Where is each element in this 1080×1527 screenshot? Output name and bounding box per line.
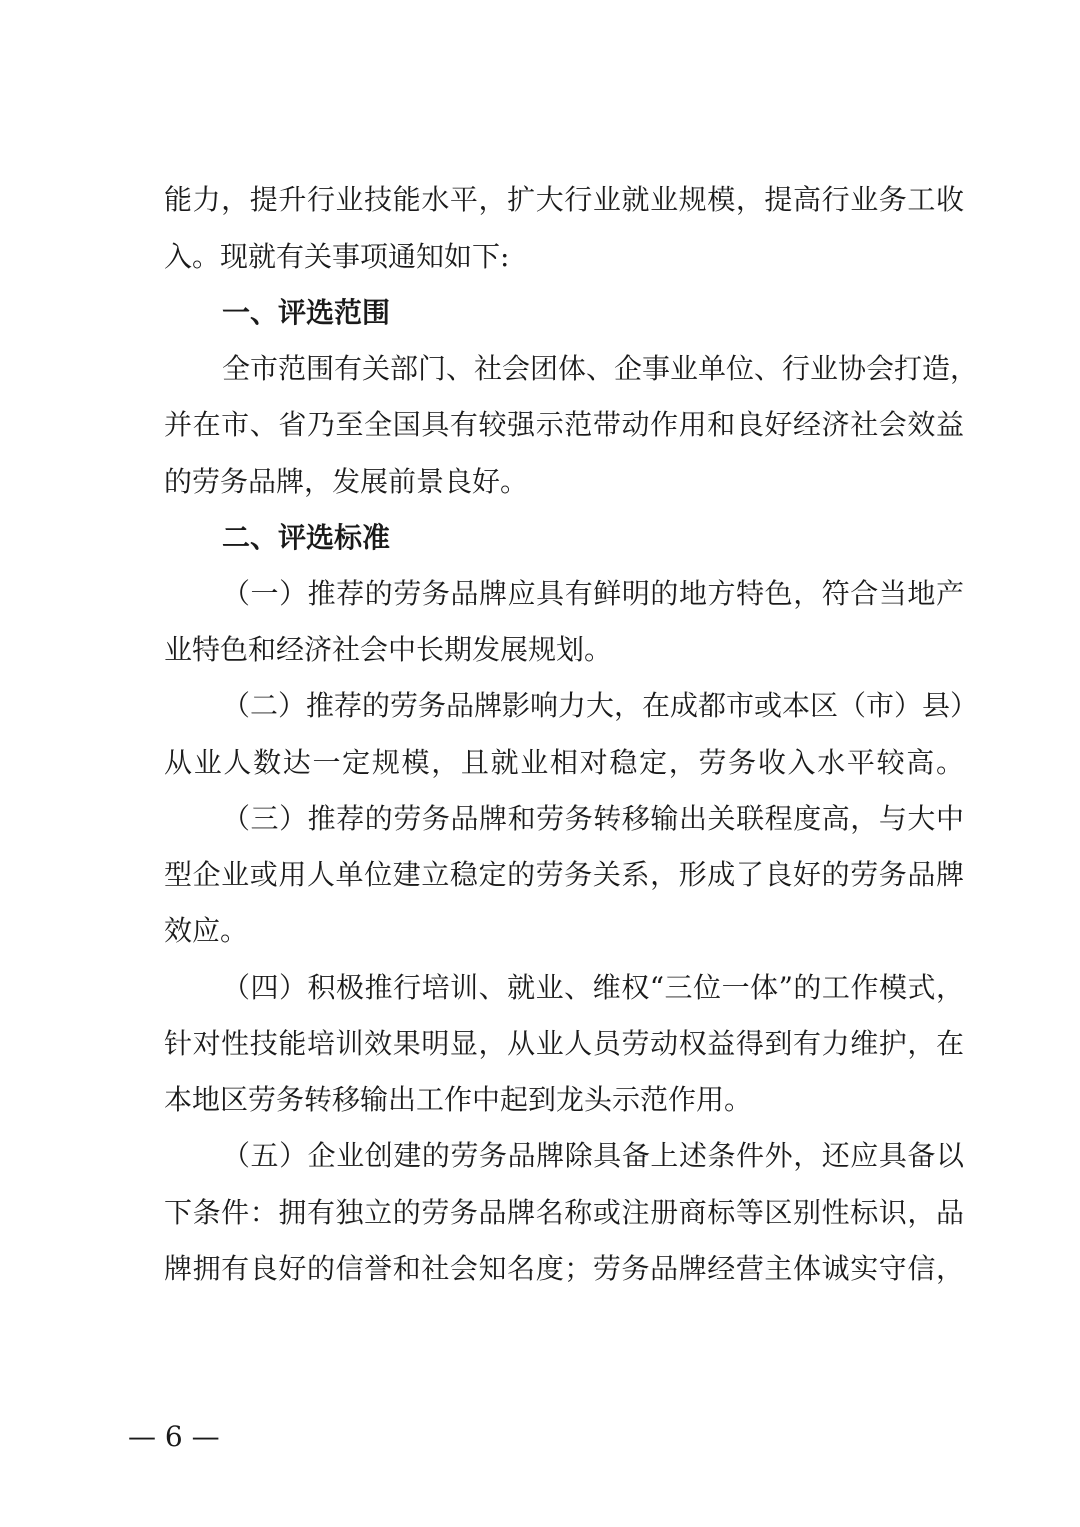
criteria-item-4-line: 针对性技能培训效果明显，从业人员劳动权益得到有力维护，在	[164, 1027, 964, 1060]
section-heading-criteria: 二、评选标准	[222, 521, 391, 554]
body-text-line: 入。现就有关事项通知如下:	[164, 240, 510, 273]
body-text-line: 并在市、省乃至全国具有较强示范带动作用和良好经济社会效益	[164, 408, 964, 441]
body-text-line: 全市范围有关部门、社会团体、企事业单位、行业协会打造，	[222, 352, 979, 385]
body-text-line: 能力，提升行业技能水平，扩大行业就业规模，提高行业务工收	[164, 183, 964, 216]
criteria-item-5-line: 下条件：拥有独立的劳务品牌名称或注册商标等区别性标识，品	[164, 1196, 964, 1229]
criteria-item-4-line: （四）积极推行培训、就业、维权“三位一体”的工作模式，	[222, 971, 964, 1004]
criteria-item-2-line: （二）推荐的劳务品牌影响力大，在成都市或本区（市）县）	[222, 689, 979, 722]
criteria-item-3-line: （三）推荐的劳务品牌和劳务转移输出关联程度高，与大中	[222, 802, 964, 835]
criteria-item-2-line: 从业人数达一定规模，且就业相对稳定，劳务收入水平较高。	[164, 746, 964, 779]
criteria-item-5-line: （五）企业创建的劳务品牌除具备上述条件外，还应具备以	[222, 1139, 964, 1172]
criteria-item-5-line: 牌拥有良好的信誉和社会知名度；劳务品牌经营主体诚实守信，	[164, 1252, 964, 1285]
criteria-item-4-line: 本地区劳务转移输出工作中起到龙头示范作用。	[164, 1083, 753, 1116]
criteria-item-3-line: 效应。	[164, 914, 249, 947]
criteria-item-3-line: 型企业或用人单位建立稳定的劳务关系，形成了良好的劳务品牌	[164, 858, 964, 891]
section-heading-scope: 一、评选范围	[222, 296, 391, 329]
criteria-item-1-line: （一）推荐的劳务品牌应具有鲜明的地方特色，符合当地产	[222, 577, 964, 610]
body-text-line: 的劳务品牌，发展前景良好。	[164, 465, 529, 498]
page-number: — 6 —	[128, 1420, 220, 1453]
criteria-item-1-line: 业特色和经济社会中长期发展规划。	[164, 633, 613, 666]
